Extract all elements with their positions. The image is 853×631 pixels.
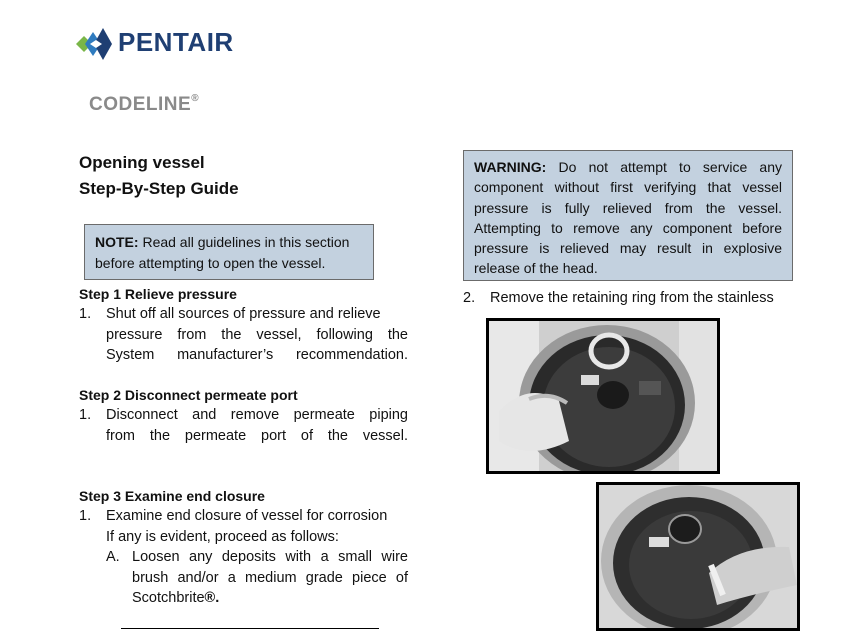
title-line-2: Step-By-Step Guide — [79, 179, 239, 198]
step-3-heading: Step 3 Examine end closure — [79, 488, 265, 504]
registered-mark: ® — [191, 92, 200, 104]
step-3-sub-number: A. — [106, 549, 120, 565]
step-3-line-1: Examine end closure of vessel for corrosion — [106, 508, 388, 524]
right-step-2-number: 2. — [463, 290, 476, 306]
note-text-2: before attempting to open the vessel. — [95, 255, 326, 271]
page-title — [79, 150, 239, 202]
step-1-line-2: pressure from the vessel, following the — [106, 326, 408, 343]
step-1-number: 1. — [79, 306, 92, 322]
step-1-line-1: Shut off all sources of pressure and relieve — [106, 306, 381, 322]
title-line-1: Opening vessel — [79, 153, 205, 172]
step-3-sub-line-3 — [132, 588, 408, 609]
vessel-photo-2-image — [599, 485, 797, 631]
note-text-1: Read all guidelines in this section — [138, 234, 350, 250]
step-3-sub-line-1: Loosen any deposits with a small wire — [132, 549, 408, 565]
footnote-rule — [121, 628, 379, 629]
sub-brand — [89, 94, 199, 116]
step-2-number: 1. — [79, 407, 92, 423]
step-3-sub-line-2: brush and/or a medium grade piece of — [132, 569, 408, 586]
warning-box — [463, 150, 793, 281]
right-step-2-text: Remove the retaining ring from the stainless — [490, 290, 774, 306]
step-1-heading: Step 1 Relieve pressure — [79, 286, 237, 302]
note-box — [84, 224, 374, 280]
step-3-registered-mark: ®. — [204, 590, 220, 606]
vessel-photo-1-image — [489, 321, 717, 471]
step-1-text — [106, 304, 408, 366]
step-3-line-2: If any is evident, proceed as follows: — [106, 528, 339, 545]
vessel-photo-2 — [596, 482, 800, 631]
step-3-number: 1. — [79, 508, 92, 524]
pentair-logo-icon — [76, 22, 112, 66]
note-label: NOTE: — [95, 234, 139, 250]
brand-name: PENTAIR — [118, 27, 234, 57]
step-1-line-3: System manufacturer’s recommendation. — [106, 347, 408, 363]
step-2-line-1: Disconnect and remove permeate piping — [106, 407, 408, 423]
step-2-text — [106, 405, 408, 446]
step-3-sub-text — [132, 547, 408, 609]
warning-text: Do not attempt to service any component without first verifying that vessel pressure is fully relieved from the vessel. Attempting to remove any component before pressure is relieved may result in explosive release of the head. — [474, 159, 782, 277]
sub-brand-name: CODELINE — [89, 94, 192, 115]
warning-label: WARNING: — [474, 159, 547, 175]
vessel-photo-1 — [486, 318, 720, 474]
step-3-text — [106, 506, 416, 547]
step-2-line-2: from the permeate port of the vessel. — [106, 427, 408, 444]
step-3-sub-line-3-text: Scotchbrite — [132, 590, 205, 606]
step-2-heading: Step 2 Disconnect permeate port — [79, 387, 298, 403]
